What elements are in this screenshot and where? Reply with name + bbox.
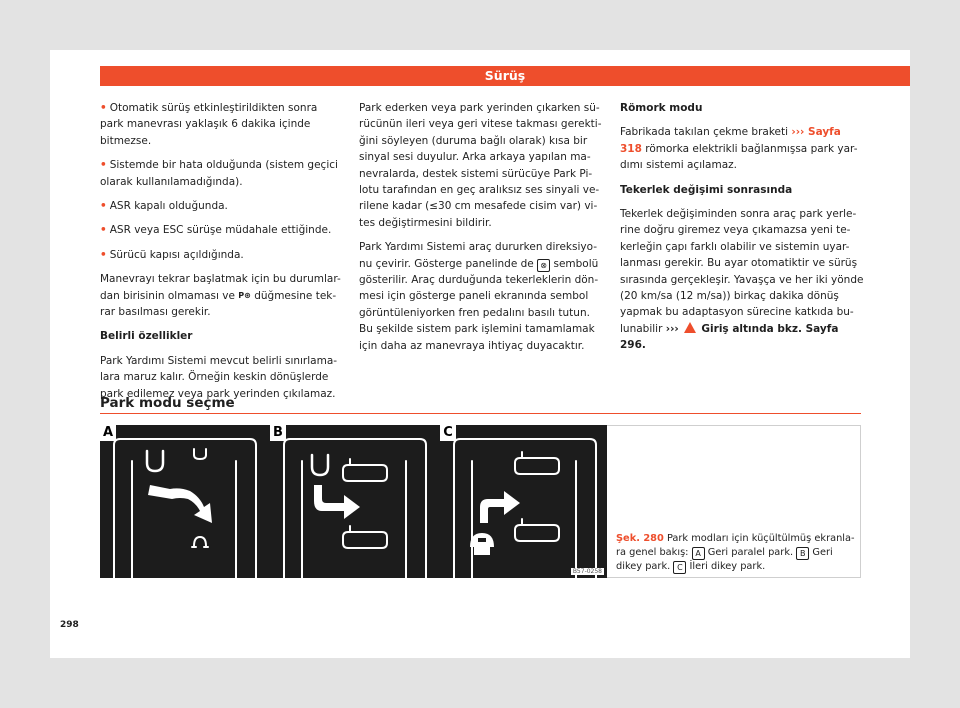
restart-paragraph: Manevrayı tekrar başlatmak için bu durumlar-dan birisinin olmaması ve P⊛ düğmesine tek-rar basılması gerekir. xyxy=(100,273,341,319)
park-assist-button-icon: P⊛ xyxy=(238,290,251,300)
caption-key-b: B xyxy=(796,547,809,560)
column-1 xyxy=(100,100,344,410)
panel-label-a: A xyxy=(100,425,116,441)
list-item: • ASR veya ESC sürüşe müdahale ettiğinde. xyxy=(100,224,332,237)
signal-paragraph: Park ederken veya park yerinden çıkarken sü-rücünün ileri veya geri vitese takması gerekti-ğini söyleyen (duruma bağlı olarak) kısa bir sinyal sesi duyulur. Arka arkaya yapılan ma-nevralarda, destek sistemi sürücüye Park Pi-lotu tarafından en geç aralıksız ses sinyali ve-rilene kadar (≤30 cm mesafede cisim var) vi-tes değiştirmesini bildirir. xyxy=(359,102,602,229)
wheel-change-paragraph: Tekerlek değişiminden sonra araç park yerle-rine doğru giremez veya çıkamazsa yeni te-kerleğin çapı farklı olabilir ve sistemin uyar-lanması gerekir. Bu ayar otomatiktir ve sürüş sırasında gerçekleşir. Yavaşça ve her iki yönde (20 km/sa (12 m/sa)) birkaç dakika dönüş yapmak bu adaptasyon sürecine katkıda bu-lunabilir ››› Giriş altında bkz. Sayfa 296. xyxy=(620,208,864,352)
page xyxy=(50,50,910,658)
bullet-icon: • xyxy=(100,248,107,261)
perpendicular-forward-diagram xyxy=(440,425,608,578)
caption-key-c: C xyxy=(673,561,686,574)
intro-ref-link[interactable]: Giriş altında bkz. Sayfa 296. xyxy=(620,322,839,352)
warning-icon xyxy=(684,322,696,333)
figure-caption: Şek. 280 Park modları için küçültülmüş ekranla-ra genel bakış: A Geri paralel park. B Geri dikey park. C İleri dikey park. xyxy=(616,533,855,572)
chapter-header: Sürüş xyxy=(100,66,910,86)
section-divider xyxy=(100,413,861,414)
figure-code: B57-0258 xyxy=(572,568,602,575)
column-2 xyxy=(359,100,603,362)
list-item: • Otomatik sürüş etkinleştirildikten sonra park manevrası yaklaşık 6 dakika içinde bitmezse. xyxy=(100,102,318,147)
trailer-heading: Römork modu xyxy=(620,102,703,114)
bullet-icon: • xyxy=(100,102,107,114)
perpendicular-reverse-diagram xyxy=(270,425,438,578)
panel-label-b: B xyxy=(270,425,286,441)
parallel-reverse-diagram xyxy=(100,425,268,578)
features-paragraph: Park Yardımı Sistemi mevcut belirli sınırlama-lara maruz kalır. Örneğin keskin dönüşlerde park edilemez veya park yerinden çıkılamaz. xyxy=(100,354,338,400)
list-item: • Sürücü kapısı açıldığında. xyxy=(100,248,244,261)
figure-280 xyxy=(100,425,607,578)
page-ref-link[interactable]: ››› Sayfa 318 xyxy=(620,126,841,155)
steering-paragraph: Park Yardımı Sistemi araç dururken direksiyo-nu çevirir. Gösterge panelinde de ⊗ sembolü gösterilir. Araç durduğunda tekerleklerin dön-mesi için gösterge paneli ekranında sembol görüntüleniyorken fren pedalını basılı tutun. Bu şekilde sistem park işlemini tamamlamak için daha az manevraya ihtiyaç duyacaktır. xyxy=(359,241,599,352)
list-item: • ASR kapalı olduğunda. xyxy=(100,200,228,213)
bullet-icon: • xyxy=(100,224,107,237)
panel-c xyxy=(440,425,608,578)
caption-number: Şek. 280 xyxy=(616,533,664,544)
wheel-change-heading: Tekerlek değişimi sonrasında xyxy=(620,183,793,196)
trailer-paragraph: Fabrikada takılan çekme braketi ››› Sayfa 318 römorka elektrikli bağlanmışsa park yar-dımı sistemi açılamaz. xyxy=(620,126,858,172)
page-number: 298 xyxy=(60,620,79,630)
panel-a xyxy=(100,425,268,578)
section-title: Park modu seçme xyxy=(100,395,235,411)
column-3 xyxy=(620,100,864,362)
panel-label-c: C xyxy=(440,425,456,441)
bullet-icon: • xyxy=(100,200,107,213)
steering-wheel-icon: ⊗ xyxy=(537,259,550,272)
panel-b xyxy=(270,425,438,578)
features-heading: Belirli özellikler xyxy=(100,330,193,343)
list-item: • Sistemde bir hata olduğunda (sistem geçici olarak kullanılamadığında). xyxy=(100,159,338,188)
bullet-icon: • xyxy=(100,159,107,172)
caption-key-a: A xyxy=(692,547,705,560)
